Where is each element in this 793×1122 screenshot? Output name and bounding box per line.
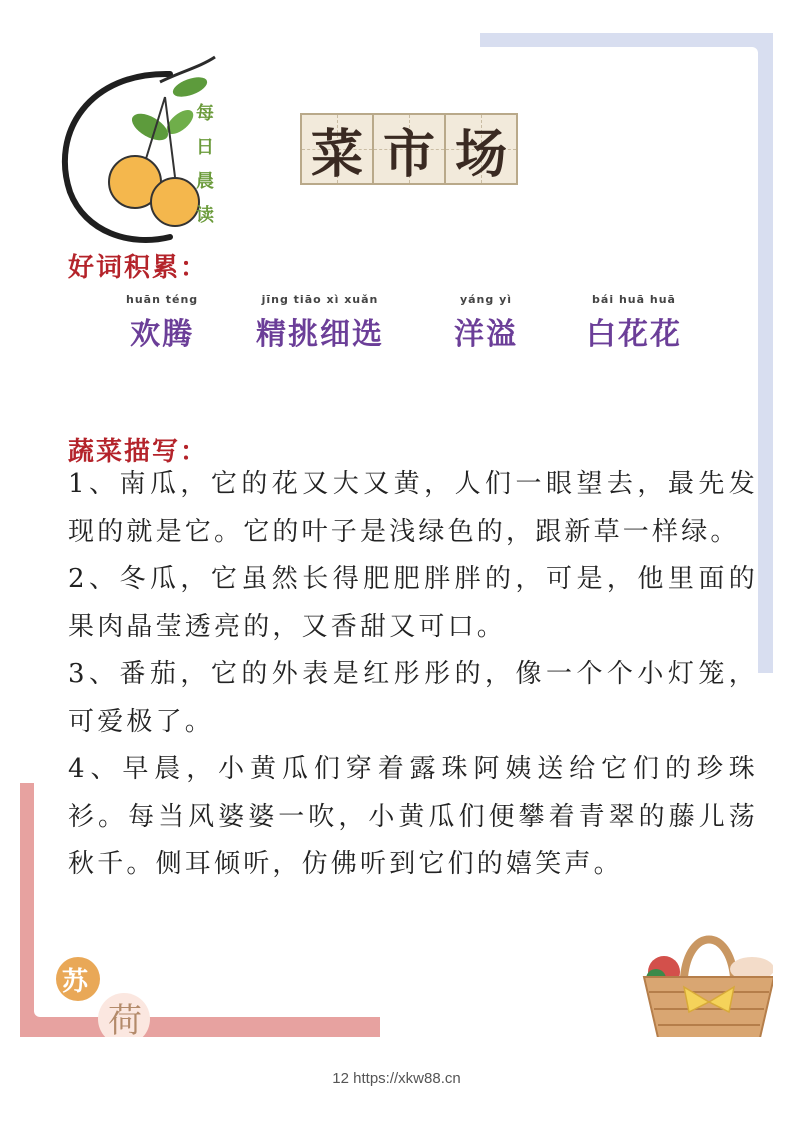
- vegetable-basket-icon: [634, 917, 773, 1037]
- vocab-word: [256, 293, 384, 353]
- description-heading: 蔬菜描写：: [68, 437, 209, 467]
- vocab-pinyin: yáng yì: [459, 293, 513, 306]
- stamp-top-char: 苏: [62, 967, 89, 997]
- title-char-1: 菜: [300, 113, 374, 185]
- vocab-pinyin: huān téng: [126, 293, 199, 306]
- vocab-hanzi: 洋溢: [454, 317, 518, 352]
- title-char-3: 场: [444, 113, 518, 185]
- title-char-2: 市: [372, 113, 446, 185]
- paragraph: 2、冬瓜，它虽然长得肥肥胖胖的，可是，他里面的果肉晶莹透亮的，又香甜又可口。: [68, 564, 758, 642]
- paragraph: 1、南瓜，它的花又大又黄，人们一眼望去，最先发现的就是它。它的叶子是浅绿色的，跟新草一样绿。: [68, 469, 758, 547]
- vocab-word: [454, 293, 518, 353]
- paragraph: 4、早晨，小黄瓜们穿着露珠阿姨送给它们的珍珠衫。每当风婆婆一吹，小黄瓜们便攀着青翠的藤儿荡秋千。侧耳倾听，仿佛听到它们的嬉笑声。: [68, 754, 758, 879]
- vocab-word: [586, 293, 682, 353]
- page-title: [300, 113, 516, 185]
- vocab-pinyin: jīng tiāo xì xuǎn: [261, 293, 379, 306]
- vocab-pinyin: bái huā huā: [592, 293, 676, 306]
- vocab-heading: 好词积累：: [68, 253, 209, 283]
- vocab-hanzi: 精挑细选: [256, 317, 384, 352]
- worksheet: [20, 33, 773, 1037]
- vocab-hanzi: 欢腾: [130, 317, 195, 352]
- vocab-word: [126, 293, 198, 353]
- vocab-hanzi: 白花花: [586, 317, 682, 352]
- description-body: [68, 461, 758, 889]
- vocab-list: [34, 293, 758, 353]
- paper: [34, 47, 758, 1037]
- paragraph: 3、番茄，它的外表是红彤彤的，像一个个小灯笼，可爱极了。: [68, 659, 758, 737]
- logo-text: 每日晨读: [196, 103, 214, 226]
- stamp-bottom-char: 荷: [108, 1001, 142, 1037]
- page-footer: 12 https://xkw88.cn: [332, 1070, 461, 1087]
